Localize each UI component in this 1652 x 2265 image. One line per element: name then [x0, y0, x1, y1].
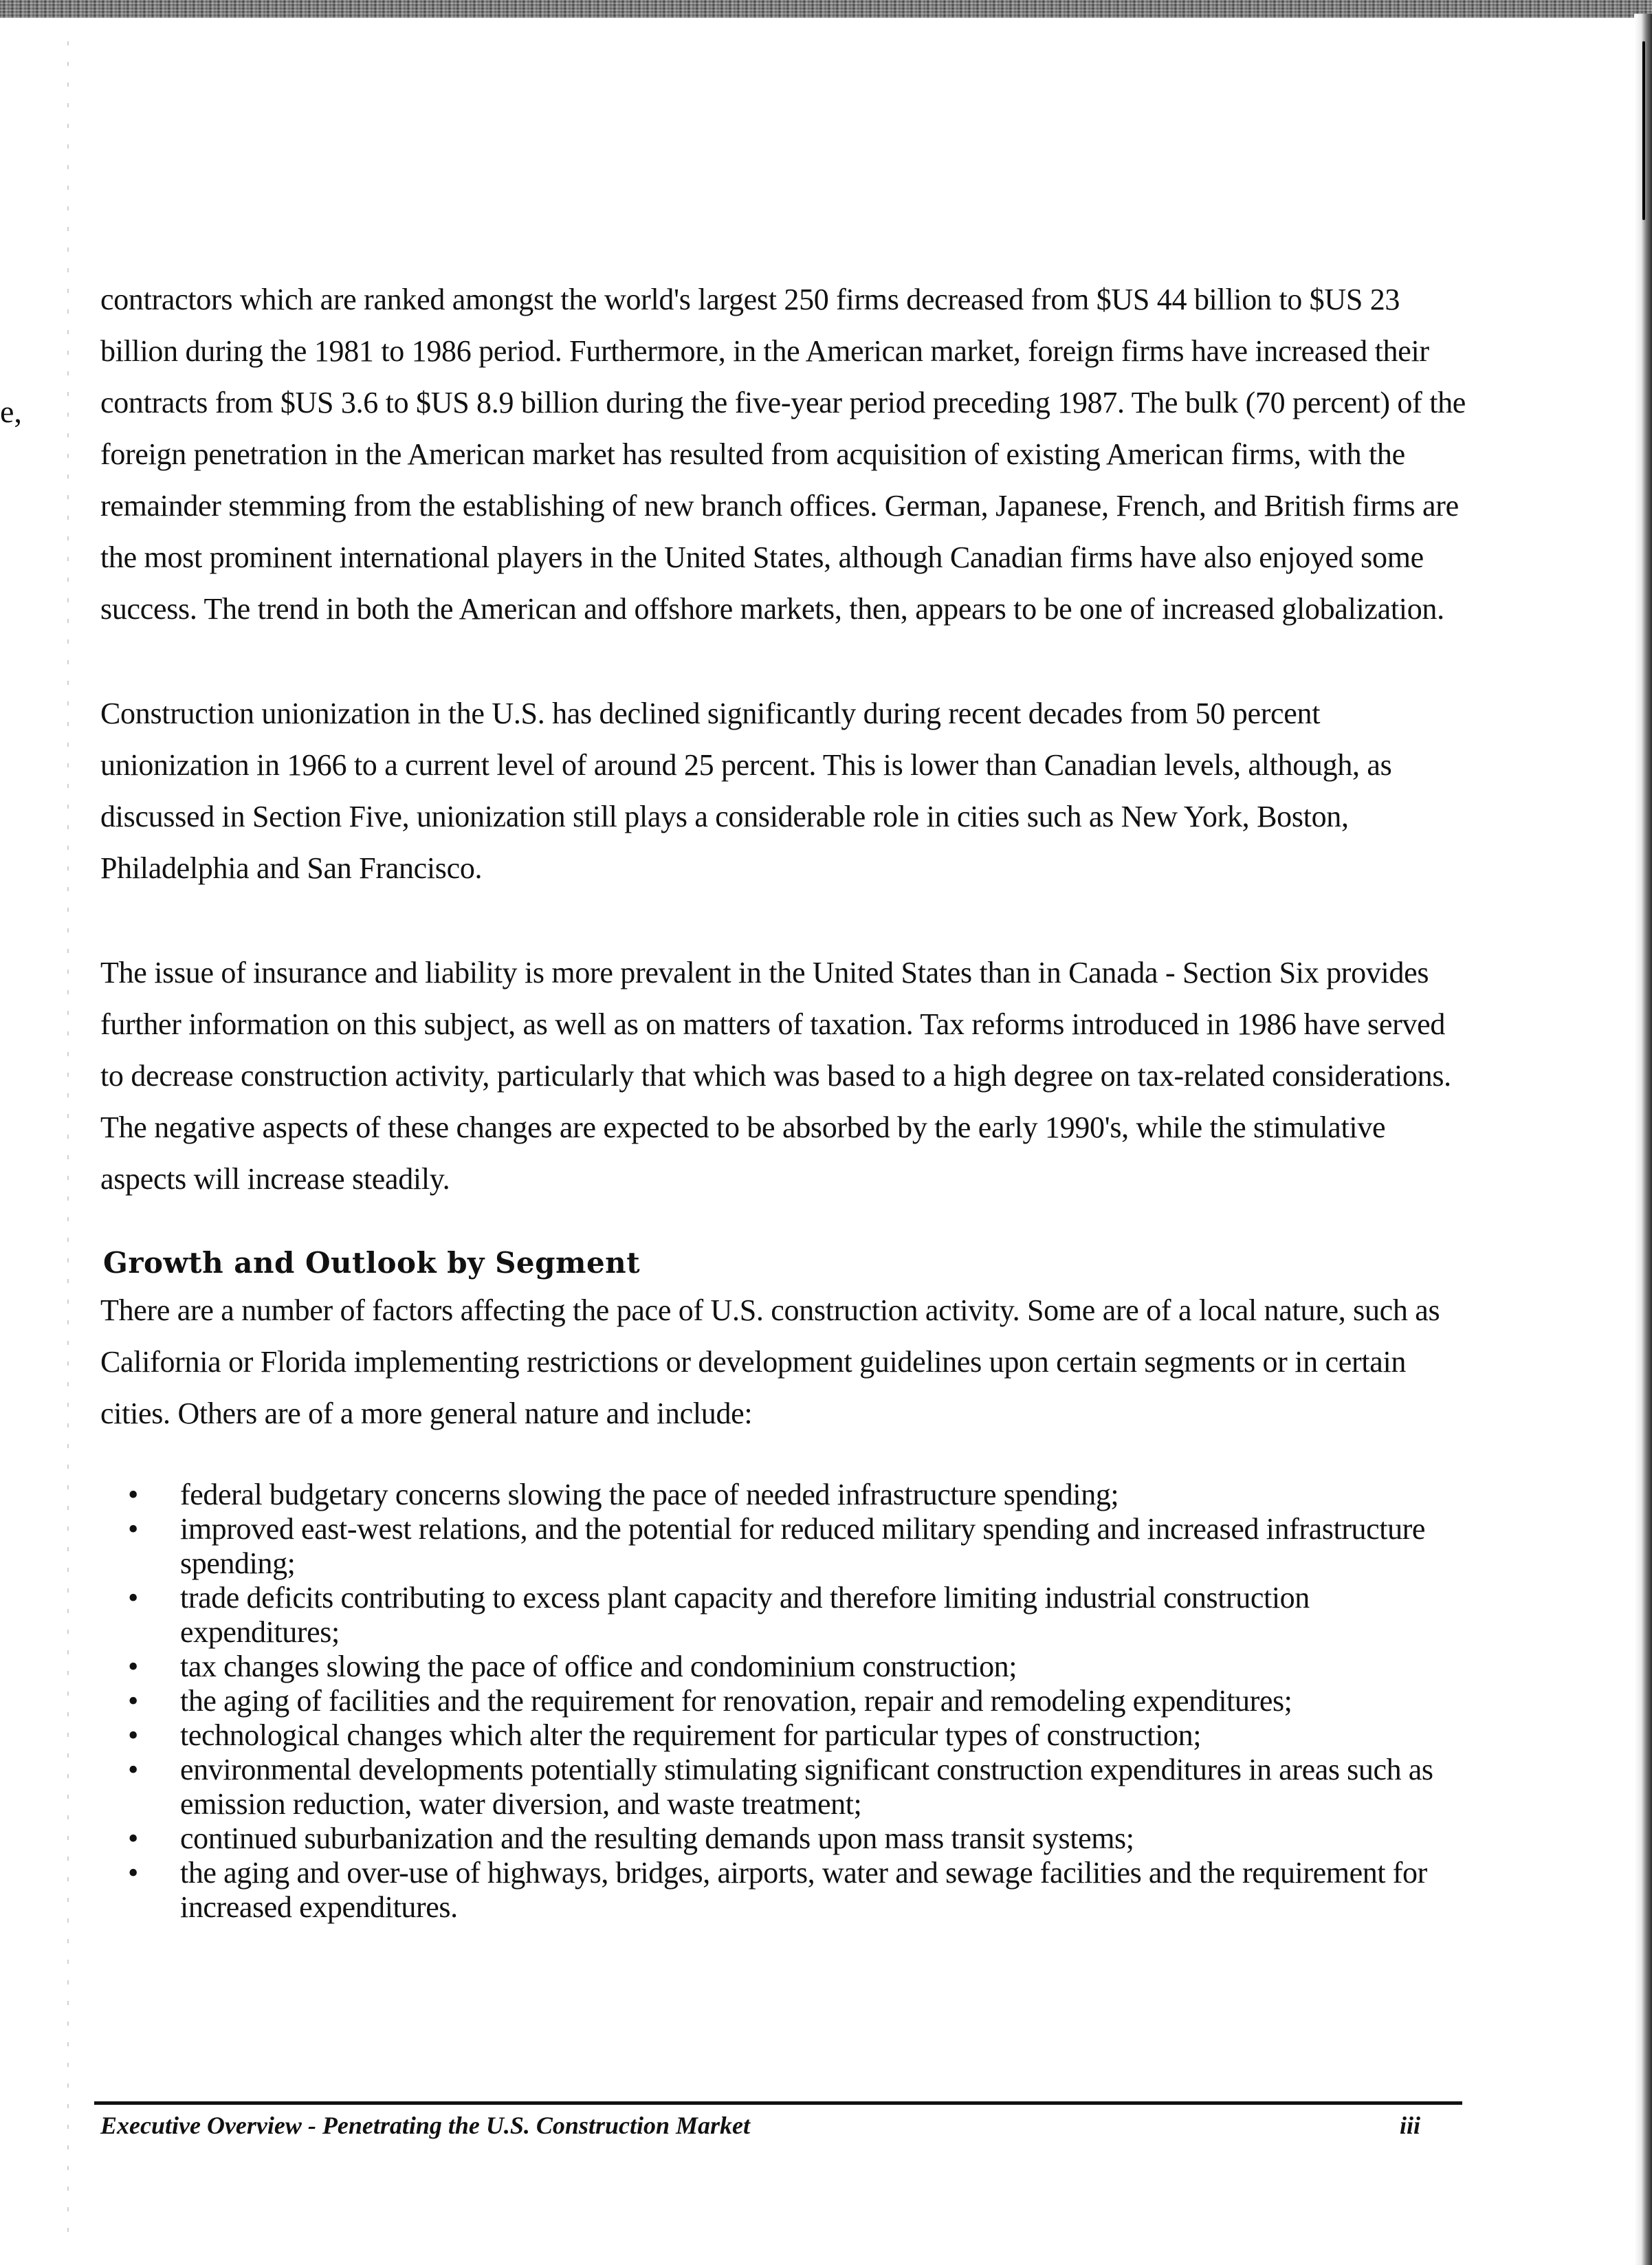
- list-item-text: continued suburbanization and the resulting demands upon mass transit systems;: [180, 1821, 1134, 1855]
- section-heading: Growth and Outlook by Segment: [103, 1246, 641, 1280]
- list-item-text: improved east-west relations, and the potential for reduced military spending and increased infrastructure spending;: [180, 1512, 1426, 1580]
- section-intro: There are a number of factors affecting the pace of U.S. construction activity. Some are of a local nature, such as California or Florida implementing restrictions or development guidelines upon certain segments or in certain cities. Others are of a more general nature and include:: [100, 1293, 1440, 1430]
- scan-edge-top: [0, 0, 1652, 18]
- scan-edge-left: [67, 41, 69, 2242]
- list-item-text: the aging and over-use of highways, bridges, airports, water and sewage facilities and the requirement for increased expenditures.: [180, 1856, 1427, 1924]
- list-item: [100, 1478, 1475, 1512]
- footer-title: Executive Overview - Penetrating the U.S. Construction Market: [100, 2112, 750, 2139]
- list-item: [100, 1650, 1475, 1684]
- bullet-marker: •: [128, 1856, 139, 1890]
- list-item-text: trade deficits contributing to excess plant capacity and therefore limiting industrial construction expenditures;: [180, 1581, 1310, 1649]
- footer-divider: [94, 2101, 1462, 2105]
- list-item: [100, 1512, 1475, 1581]
- bullet-marker: •: [128, 1684, 139, 1718]
- list-item: [100, 1753, 1475, 1821]
- list-item-text: federal budgetary concerns slowing the pace of needed infrastructure spending;: [180, 1478, 1119, 1511]
- bullet-marker: •: [128, 1821, 139, 1855]
- bullet-marker: •: [128, 1478, 139, 1511]
- bullet-marker: •: [128, 1512, 139, 1546]
- paragraph-globalization: contractors which are ranked amongst the world's largest 250 firms decreased from $US 44 billion to $US 23 billion during the 1981 to 1986 period. Furthermore, in the American market, foreign firms have increased their contracts from $US 3.6 to $US 8.9 billion during the five-year period preceding 1987. The bulk (70 percent) of the foreign penetration in the American market has resulted from acquisition of existing American firms, with the remainder stemming from the establishing of new branch offices. German, Japanese, French, and British firms are the most prominent international players in the United States, although Canadian firms have also enjoyed some success. The trend in both the American and offshore markets, then, appears to be one of increased globalization.: [100, 283, 1466, 626]
- list-item-text: the aging of facilities and the requirement for renovation, repair and remodeling expenditures;: [180, 1684, 1292, 1718]
- list-item-text: tax changes slowing the pace of office and condominium construction;: [180, 1650, 1017, 1683]
- list-item-text: environmental developments potentially stimulating significant construction expenditures in areas such as emission reduction, water diversion, and waste treatment;: [180, 1753, 1433, 1821]
- paragraph-insurance: The issue of insurance and liability is more prevalent in the United States than in Canada - Section Six provides further information on this subject, as well as on matters of taxation. Tax reforms introduced in 1986 have served to decrease construction activity, particularly that which was based to a high degree on tax-related considerations. The negative aspects of these changes are expected to be absorbed by the early 1990's, while the stimulative aspects will increase steadily.: [100, 956, 1451, 1196]
- list-item: [100, 1718, 1475, 1753]
- margin-fragment: e,: [0, 394, 22, 429]
- page-number: iii: [1400, 2112, 1421, 2139]
- bullet-marker: •: [128, 1581, 139, 1615]
- scan-edge-right: [1634, 14, 1652, 2265]
- list-item-text: technological changes which alter the requirement for particular types of construction;: [180, 1718, 1202, 1752]
- list-item: [100, 1856, 1475, 1925]
- factor-list: [100, 1478, 1475, 1925]
- bullet-marker: •: [128, 1718, 139, 1752]
- list-item: [100, 1581, 1475, 1650]
- scan-edge-mark: [1642, 41, 1645, 220]
- list-item: [100, 1821, 1475, 1856]
- document-body: [100, 274, 1475, 1925]
- bullet-marker: •: [128, 1753, 139, 1786]
- paragraph-unionization: Construction unionization in the U.S. has declined significantly during recent decades from 50 percent unionization in 1966 to a current level of around 25 percent. This is lower than Canadian levels, although, as discussed in Section Five, unionization still plays a considerable role in cities such as New York, Boston, Philadelphia and San Francisco.: [100, 697, 1392, 885]
- bullet-marker: •: [128, 1650, 139, 1683]
- list-item: [100, 1684, 1475, 1718]
